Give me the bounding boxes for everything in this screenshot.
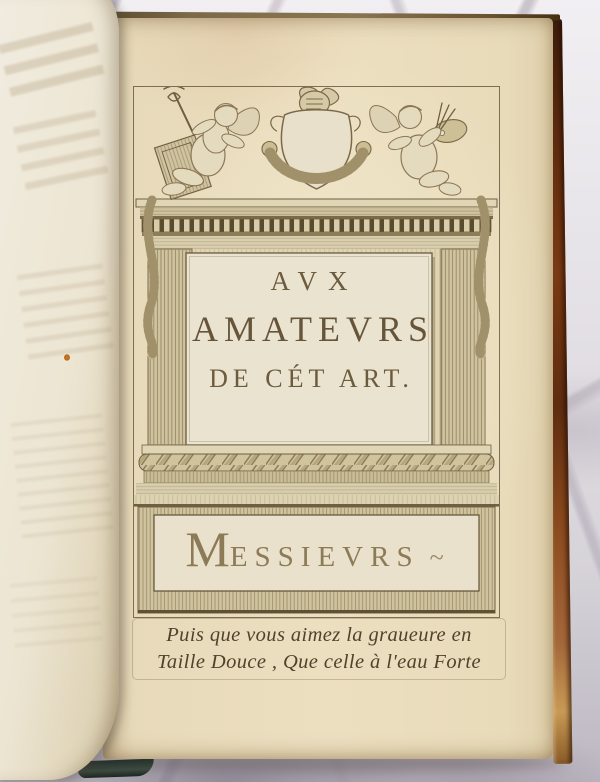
dedication-line-3: DE CÉT ART. xyxy=(209,364,414,393)
showthrough-smudge xyxy=(10,410,114,539)
dedication-line-2: AMATEVRS xyxy=(192,309,435,349)
showthrough-smudge xyxy=(16,258,114,359)
cornice xyxy=(136,199,497,249)
salutation-initial: M xyxy=(185,521,230,577)
cherub-left xyxy=(155,87,260,199)
engraved-plate xyxy=(133,86,500,618)
cherub-right xyxy=(370,103,469,197)
showthrough-smudge xyxy=(0,11,104,96)
title-page xyxy=(103,18,553,759)
foxing-spot xyxy=(64,354,70,361)
salutation-flourish: ~ xyxy=(429,543,444,572)
salutation-rest: ESSIEVRS xyxy=(229,541,420,573)
dedication-inscription xyxy=(186,253,435,445)
dedication-line-1: AVX xyxy=(270,266,359,296)
verso-page xyxy=(0,0,119,780)
etched-script-caption xyxy=(132,618,506,680)
salutation-inscription xyxy=(158,515,471,591)
showthrough-smudge xyxy=(12,104,109,190)
script-line-2: Taille Douce , Que celle à l'eau Forte xyxy=(157,651,481,673)
showthrough-smudge xyxy=(9,570,103,647)
base-mouldings xyxy=(134,445,499,507)
script-line-1: Puis que vous aimez la graueure en xyxy=(166,624,472,646)
